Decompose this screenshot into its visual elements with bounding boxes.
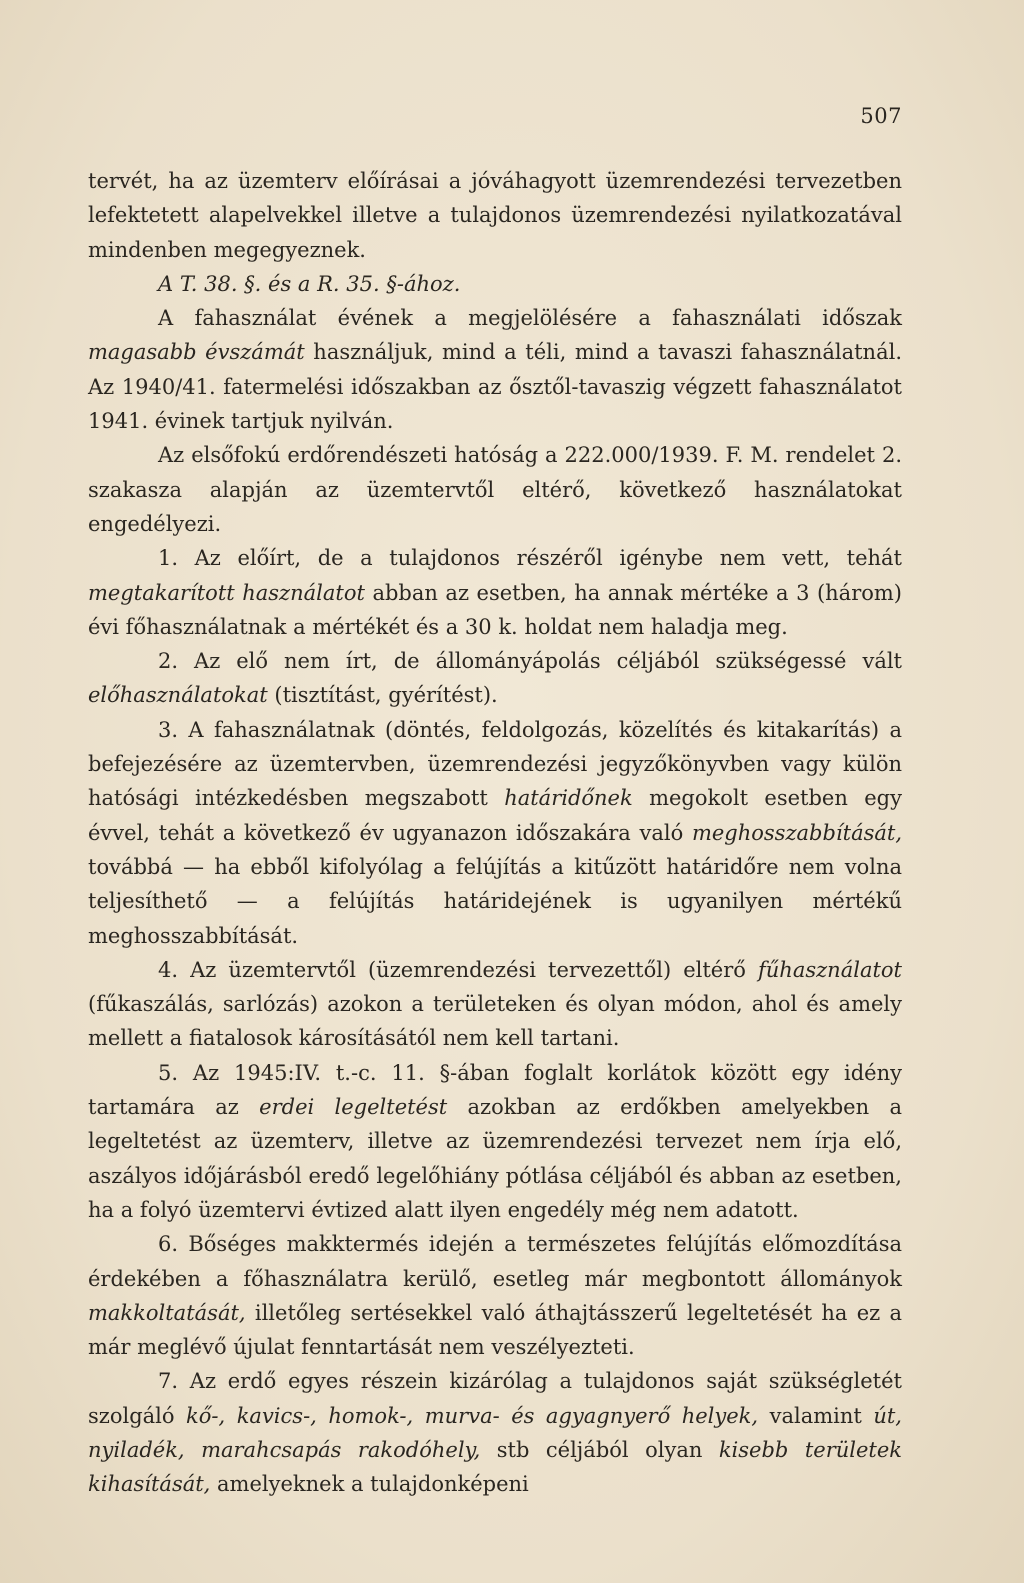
italic-text: kisebb területek kihasítását, (88, 1437, 902, 1497)
italic-text: határidőnek (504, 786, 633, 811)
text-run: valamint (758, 1403, 874, 1428)
text-run: azokban az erdőkben amelyekben a legeltetést az üzemterv, illetve az üzemrendezési tervezet nem írja elő, aszályos időjárásból eredő legelőhiány pótlása céljából és abban az esetben, ha a folyó üzemtervi évtized alatt ilyen engedély még nem adatott. (88, 1095, 902, 1222)
paragraph (88, 301, 902, 438)
text-run: amelyeknek a tulajdonképeni (210, 1472, 529, 1497)
italic-text: makkoltatását, (88, 1300, 246, 1325)
italic-text: út, nyiladék, marahcsapás rakodóhely, (88, 1403, 902, 1462)
text-run: 1. Az előírt, de a tulajdonos részéről igénybe nem vett, tehát (158, 546, 902, 571)
paragraph (88, 164, 902, 267)
italic-text: megtakarított használatot (88, 580, 365, 605)
paragraph (88, 644, 902, 713)
text-run: megokolt esetben egy évvel, tehát a következő év ugyanazon időszakára való (88, 786, 902, 845)
text-run: 2. Az elő nem írt, de állományápolás céljából szükségessé vált (158, 649, 902, 674)
text-run: 3. A fahasználatnak (döntés, feldolgozás, közelítés és kitakarítás) a befejezésére az üzemtervben, üzemrendezési jegyzőkönyvben vagy külön hatósági intézkedésben megszabott (88, 717, 902, 811)
paragraph (88, 267, 902, 301)
text-run: tervét, ha az üzemterv előírásai a jóváhagyott üzemrendezési tervezetben lefektetett alapelvekkel illetve a tulajdonos üzemrendezési nyilatkozatával mindenben megegyeznek. (88, 169, 902, 262)
paragraph (88, 953, 902, 1056)
text-run: (fűkaszálás, sarlózás) azokon a területeken és olyan módon, ahol és amely mellett a fiatalosok károsításától nem kell tartani. (88, 992, 902, 1051)
text-run: továbbá — ha ebből kifolyólag a felújítás a kitűzött határidőre nem volna teljesíthető — a felújítás határidejének is ugyanilyen mértékű meghosszabbítását. (88, 854, 902, 948)
text-run: 7. Az erdő egyes részein kizárólag a tulajdonos saját szükségletét szolgáló (88, 1369, 902, 1428)
italic-text: előhasználatokat (88, 683, 268, 708)
italic-text: fűhasználatot (758, 957, 902, 982)
text-run: stb céljából olyan (480, 1437, 719, 1462)
paragraph (88, 541, 902, 644)
text-run: abban az esetben, ha annak mértéke a 3 (három) évi főhasználatnak a mértékét és a 30 k. holdat nem haladja meg. (88, 580, 902, 639)
text-run: 4. Az üzemtervtől (üzemrendezési tervezettől) eltérő (158, 957, 758, 982)
text-run: (tisztítást, gyérítést). (267, 683, 498, 708)
text-run: 5. Az 1945:IV. t.-c. 11. §-ában foglalt korlátok között egy idény tartamára az (88, 1060, 902, 1120)
italic-text: erdei legeltetést (259, 1095, 448, 1120)
page-number: 507 (860, 104, 902, 128)
text-run: 6. Bőséges makktermés idején a természetes felújítás előmozdítása érdekében a főhasználatra kerülő, esetleg már megbontott állományok (88, 1232, 902, 1291)
italic-text: kő-, kavics-, homok-, murva- és agyagnyerő helyek, (186, 1403, 759, 1428)
paragraph (88, 1056, 902, 1227)
italic-text: magasabb évszámát (88, 340, 305, 365)
text-run: illetőleg sertésekkel való áthajtásszerű legeltetését ha ez a már meglévő újulat fenntartását nem veszélyezteti. (88, 1300, 902, 1360)
paragraph (88, 713, 902, 953)
text-run: A fahasználat évének a megjelölésére a fahasználati időszak (158, 306, 902, 331)
paragraph (88, 438, 902, 541)
italic-text: A T. 38. §. és a R. 35. §-ához. (158, 271, 461, 296)
italic-text: meghosszabbítását, (691, 820, 902, 845)
text-run: Az elsőfokú erdőrendészeti hatóság a 222.000/1939. F. M. rendelet 2. szakasza alapján az üzemtervtől eltérő, következő használatokat engedélyezi. (88, 443, 902, 536)
text-run: használjuk, mind a téli, mind a tavaszi fahasználatnál. Az 1940/41. fatermelési időszakban az ősztől-tavaszig végzett fahasználatot 1941. évinek tartjuk nyilván. (88, 340, 902, 434)
body-text (88, 164, 902, 1502)
paragraph (88, 1364, 902, 1501)
paragraph (88, 1227, 902, 1364)
